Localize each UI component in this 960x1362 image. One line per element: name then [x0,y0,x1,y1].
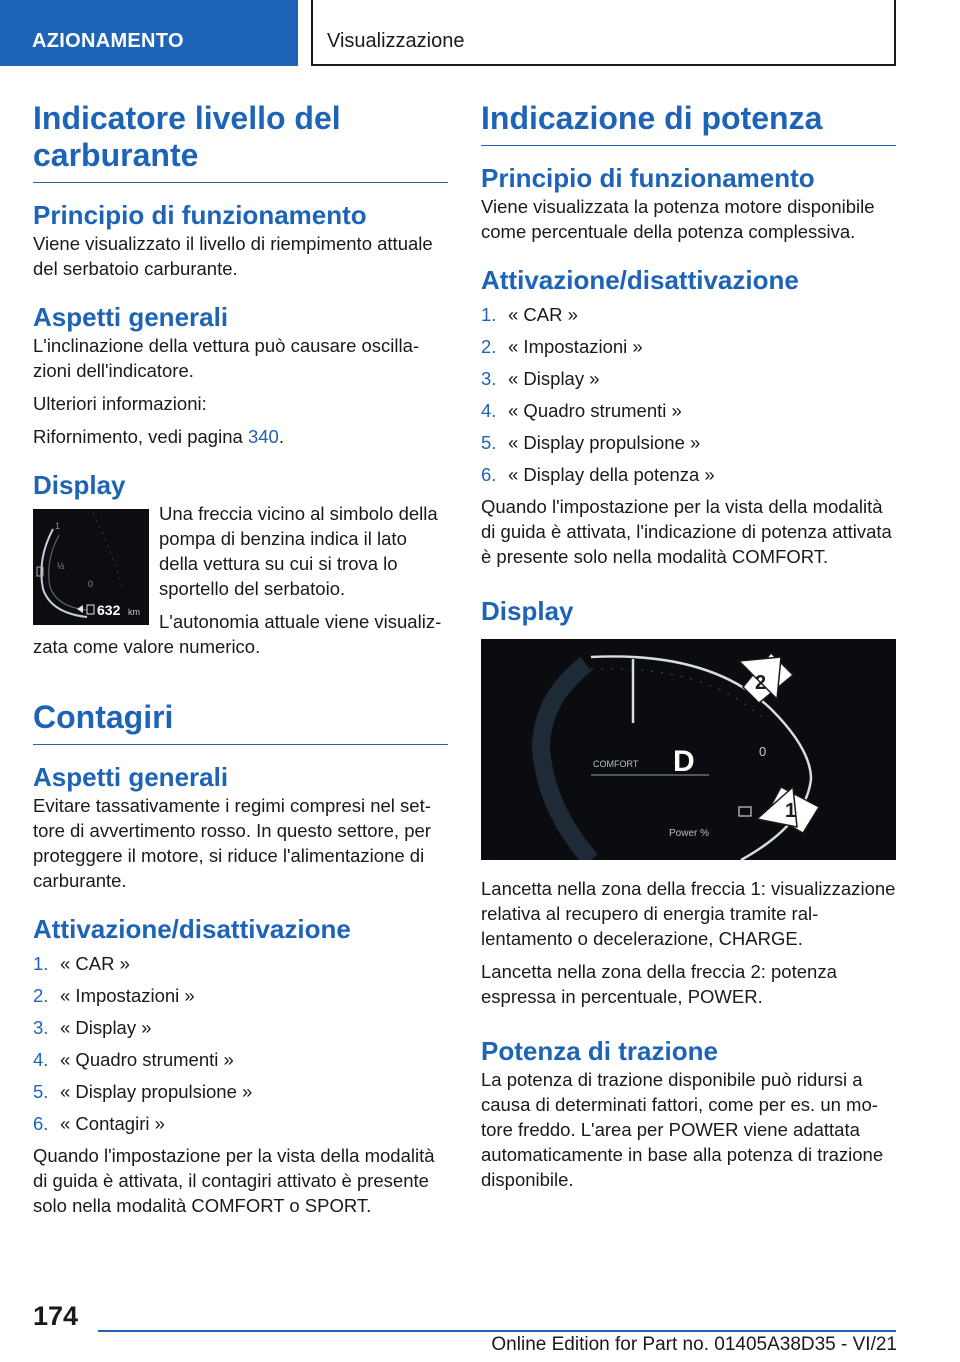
traction-power-text: La potenza di trazione disponibile può ridursi a causa di determinati fattori, come per es. un motore freddo. L'area per POWER viene adattata automaticamente in base alla potenza di trazione disponibile. [481,1069,884,1190]
tachometer-activation-heading: Attivazione/disattivazione [33,914,351,944]
page-number: 174 [33,1301,79,1331]
fuel-display-heading: Display [33,470,126,500]
list-item: 2. « Impostazioni » [481,336,643,357]
arrow-1-description: Lancetta nella zona della freccia 1: visualizzazione relativa al recupero di energia tramite rallentamento o decelerazione, CHARGE. [481,878,896,949]
power-display-image [481,639,896,860]
right-column [481,100,896,1192]
list-item: 5. « Display propulsione » [33,1081,253,1102]
left-column [33,100,448,1218]
range-text: L'autonomia attuale viene visualizzata come valore numerico. [33,611,442,657]
tachometer-general-heading: Aspetti generali [33,762,229,792]
list-item: 3. « Display » [33,1017,152,1038]
power-title: Indicazione di potenza [481,100,896,146]
more-info-text: Ulteriori informazioni: [33,393,207,414]
power-activation-heading: Attivazione/disattivazione [481,265,799,295]
list-item: 4. « Quadro strumenti » [33,1049,234,1070]
arrow-1-label: 1 [785,800,797,822]
power-zero-mark: 0 [759,744,767,759]
refuel-reference [33,424,448,449]
power-percent-label: Power % [669,828,710,839]
fuel-display-text: Una freccia vicino al simbolo della pompa di benzina indica il lato della vettura su cui si trova lo sportello del serbatoio. [159,503,438,599]
gauge-mark-empty: 0 [88,579,94,589]
page-header [0,0,960,66]
list-item: 1. « CAR » [481,304,578,325]
fuel-general-heading: Aspetti generali [33,302,229,332]
traction-power-heading: Potenza di trazione [481,1036,718,1066]
power-principle-heading: Principio di funzionamento [481,163,815,193]
tachometer-title: Contagiri [33,699,448,745]
fuel-principle-heading: Principio di funzionamento [33,200,367,230]
list-item: 6. « Contagiri » [33,1113,165,1134]
power-note: Quando l'impostazione per la vista della modalità di guida è attivata, l'indicazione di potenza attivata è presente solo nella modalità COMFORT. [481,496,892,567]
fuel-general-text: L'inclinazione della vettura può causare oscillazioni dell'indicatore. [33,335,420,381]
edition-text: Online Edition for Part no. 01405A38D35 - VI/21 [491,1334,897,1355]
arrow-2-label: 2 [755,672,767,694]
gauge-mark-full: 1 [55,521,61,531]
list-item: 1. « CAR » [33,953,130,974]
chapter-label: Visualizzazione [327,30,465,52]
drive-mode-label: COMFORT [593,759,639,769]
list-item: 2. « Impostazioni » [33,985,195,1006]
fuel-principle-text: Viene visualizzato il livello di riempimento attuale del serbatoio carburante. [33,233,433,279]
refuel-page-link[interactable]: 340 [247,426,279,447]
fuel-gauge-image [33,509,149,625]
range-value: 632 [97,602,121,618]
fuel-gauge-graphic [33,509,149,625]
refuel-prefix: Rifornimento, vedi pagina [33,426,248,447]
footer-divider [98,1330,896,1332]
gear-indicator: D [673,745,695,778]
fuel-display-block [33,501,448,659]
section-label: AZIONAMENTO [32,30,184,52]
gauge-mark-half: ½ [57,561,65,571]
list-item: 3. « Display » [481,368,600,389]
list-item: 5. « Display propulsione » [481,432,701,453]
power-steps [481,302,896,487]
fuel-gauge-title: Indicatore livello del carburante [33,100,448,183]
list-item: 4. « Quadro strumenti » [481,400,682,421]
tachometer-steps [33,951,448,1136]
refuel-suffix: . [278,426,284,447]
chapter-box [311,0,896,66]
power-principle-text: Viene visualizzata la potenza motore disponibile come percentuale della potenza complessiva. [481,196,875,242]
range-unit: km [128,607,140,617]
tachometer-general-text: Evitare tassativamente i regimi compresi nel settore di avvertimento rosso. In questo settore, per proteggere il motore, si riduce l'alimentazione di carburante. [33,795,431,891]
power-display-graphic [481,639,896,860]
arrow-2-description: Lancetta nella zona della freccia 2: potenza espressa in percentuale, POWER. [481,961,837,1007]
power-display-heading: Display [481,596,574,626]
list-item: 6. « Display della potenza » [481,464,715,485]
section-tab [0,0,298,66]
tachometer-note: Quando l'impostazione per la vista della modalità di guida è attivata, il contagiri attivato è presente solo nella modalità COMFORT o SPORT. [33,1145,435,1216]
